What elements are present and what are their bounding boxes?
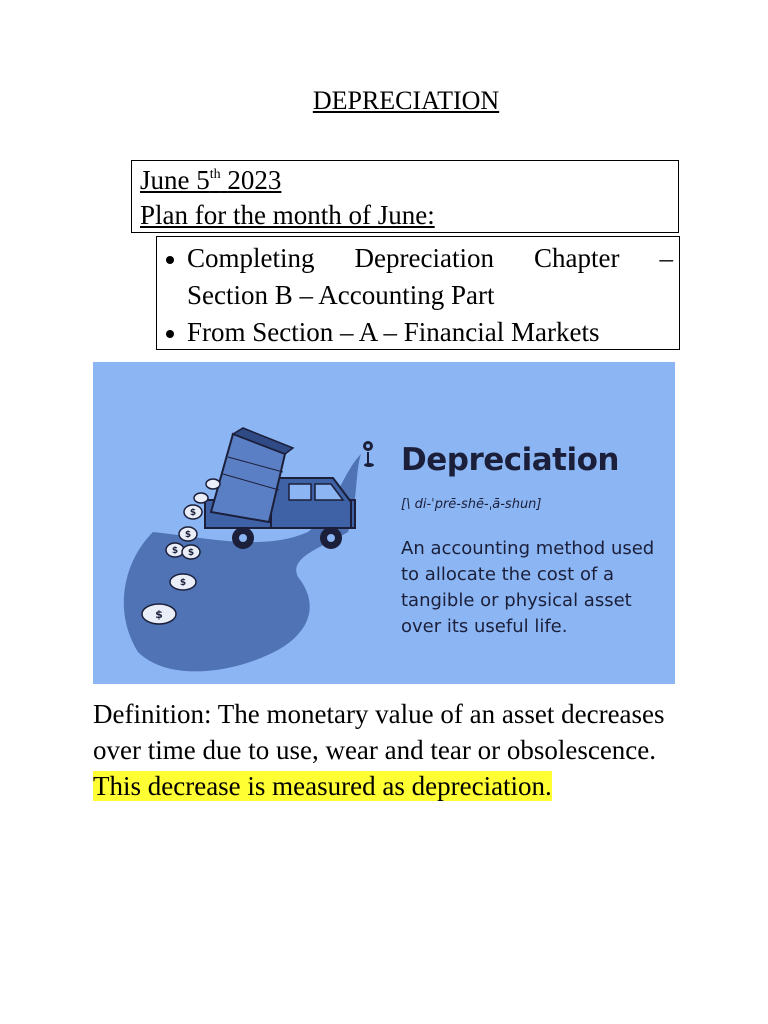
svg-text:$: $	[184, 530, 192, 540]
plan-item-line: Completing Depreciation Chapter –	[187, 243, 673, 273]
banner-title: Depreciation	[401, 442, 619, 478]
location-pin-icon	[363, 441, 374, 467]
svg-text:$: $	[171, 546, 179, 556]
banner-pronunciation: [\ di-ˈprē-shē-ˌā-shun]	[401, 497, 542, 512]
truck	[205, 428, 355, 549]
plan-heading: Plan for the month of June:	[140, 200, 435, 230]
plan-list-box	[156, 236, 680, 350]
plan-header-box	[131, 160, 679, 233]
definition-paragraph	[93, 696, 683, 804]
svg-text:$: $	[155, 608, 163, 621]
definition-text: Definition: The monetary value of an asset decreases over time due to use, wear and tear or obsolescence.	[93, 699, 665, 765]
svg-text:$: $	[179, 578, 187, 588]
plan-list	[163, 240, 673, 351]
plan-item	[163, 240, 673, 314]
definition-highlight: This decrease is measured as depreciation.	[93, 771, 552, 801]
plan-item-line: From Section – A – Financial Markets	[187, 317, 600, 347]
svg-text:$: $	[187, 548, 195, 558]
svg-text:$: $	[189, 508, 197, 518]
date-year: 2023	[227, 165, 282, 195]
plan-date	[140, 163, 670, 198]
banner-definition: An accounting method used to allocate the cost of a tangible or physical asset over its useful life.	[401, 538, 655, 637]
date-month: June 5	[140, 165, 210, 195]
plan-item	[163, 314, 673, 351]
depreciation-banner	[93, 362, 675, 684]
document-title: DEPRECIATION	[312, 86, 500, 115]
plan-item-line: Section B – Accounting Part	[187, 280, 495, 310]
date-suffix: th	[209, 167, 221, 182]
